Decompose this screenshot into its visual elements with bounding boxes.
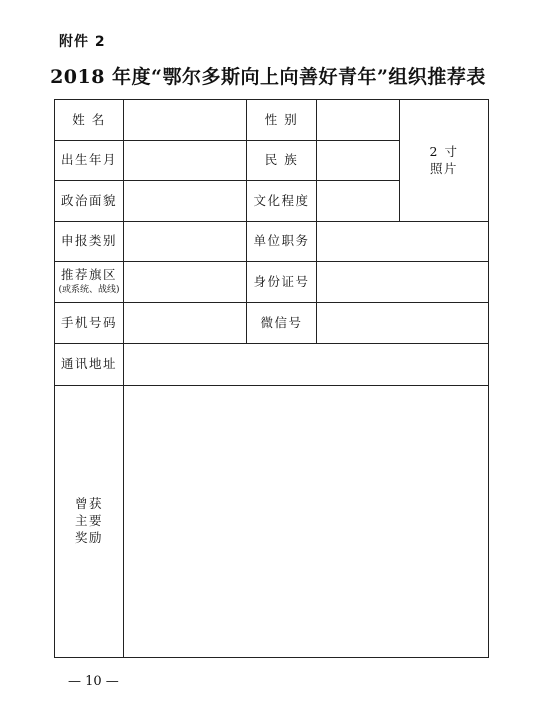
ethnicity-label: 民 族	[246, 140, 317, 181]
awards-label	[54, 385, 124, 658]
gender-field[interactable]	[316, 99, 400, 141]
birth-label: 出生年月	[54, 140, 124, 181]
wechat-field[interactable]	[316, 302, 489, 344]
photo-size-text: 2 寸	[429, 143, 459, 159]
address-field[interactable]	[123, 343, 489, 386]
name-label: 姓 名	[54, 99, 124, 141]
education-label: 文化程度	[246, 180, 317, 222]
awards-label-line1: 曾获	[74, 496, 103, 512]
name-field[interactable]	[123, 99, 247, 141]
district-sub-label: (或系统、战线)	[58, 285, 120, 296]
category-label: 申报类别	[54, 221, 124, 262]
id-field[interactable]	[316, 261, 489, 303]
awards-label-line3: 奖励	[74, 529, 103, 545]
id-label: 身份证号	[246, 261, 317, 303]
position-label: 单位职务	[246, 221, 317, 262]
wechat-label: 微信号	[246, 302, 317, 344]
education-field[interactable]	[316, 180, 400, 222]
gender-label: 性 别	[246, 99, 317, 141]
district-field[interactable]	[123, 261, 247, 303]
phone-field[interactable]	[123, 302, 247, 344]
attachment-label: 附件 2	[59, 34, 106, 50]
form-title: 2018 年度“鄂尔多斯向上向善好青年”组织推荐表	[50, 66, 486, 88]
political-label: 政治面貌	[54, 180, 124, 222]
category-field[interactable]	[123, 221, 247, 262]
political-field[interactable]	[123, 180, 247, 222]
position-field[interactable]	[316, 221, 489, 262]
birth-field[interactable]	[123, 140, 247, 181]
awards-field[interactable]	[123, 385, 489, 658]
ethnicity-field[interactable]	[316, 140, 400, 181]
phone-label: 手机号码	[54, 302, 124, 344]
district-label-cell	[54, 261, 124, 303]
address-label: 通讯地址	[54, 343, 124, 386]
photo-area[interactable]	[399, 99, 489, 222]
page-number: — 10 —	[68, 674, 119, 689]
photo-text: 照片	[429, 160, 458, 176]
district-label: 推荐旗区	[60, 267, 117, 283]
awards-label-line2: 主要	[74, 513, 103, 529]
